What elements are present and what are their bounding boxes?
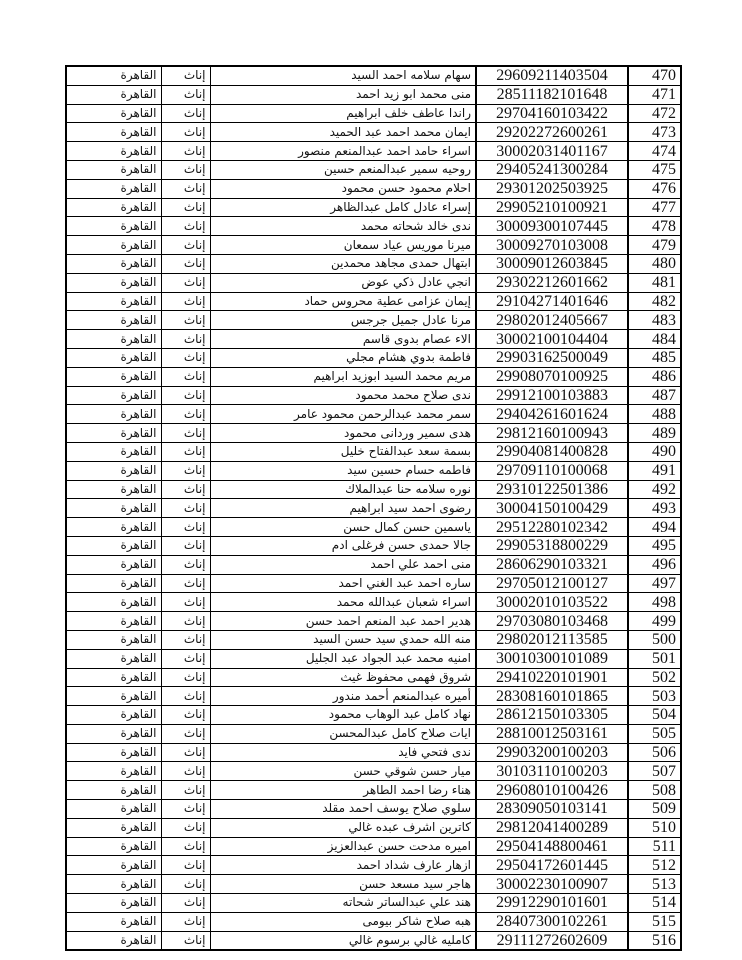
serial-number-cell: 506 [628,743,681,762]
gender-cell: إناث [161,894,210,913]
name-cell: اسراء شعبان عبدالله محمد [210,593,476,612]
serial-number-cell: 486 [628,367,681,386]
name-cell: امنيه محمد عبد الجواد عبد الجليل [210,649,476,668]
national-id-cell: 28407300102261 [476,912,628,931]
city-cell: القاهرة [66,424,161,443]
city-cell: القاهرة [66,236,161,255]
national-id-cell: 29904081400828 [476,442,628,461]
city-cell: القاهرة [66,330,161,349]
name-cell: هناء رضا احمد الطاهر [210,781,476,800]
city-cell: القاهرة [66,630,161,649]
gender-cell: إناث [161,386,210,405]
name-cell: سلوي صلاح يوسف احمد مقلد [210,800,476,819]
serial-number-cell: 477 [628,198,681,217]
national-id-cell: 29705012100127 [476,574,628,593]
city-cell: القاهرة [66,160,161,179]
gender-cell: إناث [161,724,210,743]
gender-cell: إناث [161,875,210,894]
serial-number-cell: 515 [628,912,681,931]
gender-cell: إناث [161,800,210,819]
serial-number-cell: 476 [628,179,681,198]
name-cell: هدير احمد عبد المنعم احمد حسن [210,612,476,631]
name-cell: مريم محمد السيد ابوزيد ابراهيم [210,367,476,386]
gender-cell: إناث [161,254,210,273]
table-body [66,66,681,950]
gender-cell: إناث [161,612,210,631]
gender-cell: إناث [161,743,210,762]
national-id-cell: 28810012503161 [476,724,628,743]
city-cell: القاهرة [66,837,161,856]
city-cell: القاهرة [66,706,161,725]
name-cell: اميره مدحت حسن عبدالعزيز [210,837,476,856]
national-id-cell: 30002230100907 [476,875,628,894]
city-cell: القاهرة [66,217,161,236]
serial-number-cell: 516 [628,931,681,950]
serial-number-cell: 487 [628,386,681,405]
gender-cell: إناث [161,837,210,856]
city-cell: القاهرة [66,781,161,800]
table-row [66,875,681,894]
table-row [66,367,681,386]
national-id-cell: 29812160100943 [476,424,628,443]
name-cell: احلام محمود حسن محمود [210,179,476,198]
national-id-cell: 29802012405667 [476,311,628,330]
table-row [66,912,681,931]
national-id-cell: 29609211403504 [476,66,628,85]
serial-number-cell: 481 [628,273,681,292]
serial-number-cell: 474 [628,142,681,161]
table-row [66,574,681,593]
name-cell: مرنا عادل جميل جرجس [210,311,476,330]
city-cell: القاهرة [66,894,161,913]
serial-number-cell: 483 [628,311,681,330]
table-row [66,536,681,555]
gender-cell: إناث [161,687,210,706]
national-id-cell: 28309050103141 [476,800,628,819]
table-row [66,894,681,913]
table-row [66,668,681,687]
name-cell: رضوى احمد سيد ابراهيم [210,499,476,518]
table-row [66,480,681,499]
serial-number-cell: 472 [628,104,681,123]
table-row [66,142,681,161]
serial-number-cell: 498 [628,593,681,612]
city-cell: القاهرة [66,311,161,330]
city-cell: القاهرة [66,405,161,424]
national-id-cell: 28308160101865 [476,687,628,706]
serial-number-cell: 507 [628,762,681,781]
national-id-cell: 30009012603845 [476,254,628,273]
national-id-cell: 28612150103305 [476,706,628,725]
gender-cell: إناث [161,85,210,104]
gender-cell: إناث [161,762,210,781]
serial-number-cell: 488 [628,405,681,424]
table-row [66,762,681,781]
serial-number-cell: 473 [628,123,681,142]
serial-number-cell: 502 [628,668,681,687]
name-cell: نهاد كامل عبد الوهاب محمود [210,706,476,725]
national-id-cell: 29512280102342 [476,518,628,537]
city-cell: القاهرة [66,104,161,123]
national-id-cell: 29405241300284 [476,160,628,179]
table-row [66,837,681,856]
serial-number-cell: 471 [628,85,681,104]
name-cell: ندى خالد شحاته محمد [210,217,476,236]
city-cell: القاهرة [66,198,161,217]
city-cell: القاهرة [66,818,161,837]
table-row [66,442,681,461]
gender-cell: إناث [161,574,210,593]
name-cell: جالا حمدى حسن فرغلى ادم [210,536,476,555]
national-id-cell: 30009270103008 [476,236,628,255]
national-id-cell: 29104271401646 [476,292,628,311]
serial-number-cell: 485 [628,348,681,367]
name-cell: كامليه غالي برسوم غالي [210,931,476,950]
city-cell: القاهرة [66,574,161,593]
gender-cell: إناث [161,66,210,85]
gender-cell: إناث [161,405,210,424]
national-id-cell: 30103110100203 [476,762,628,781]
serial-number-cell: 508 [628,781,681,800]
national-id-cell: 29912290101601 [476,894,628,913]
gender-cell: إناث [161,273,210,292]
serial-number-cell: 496 [628,555,681,574]
table-row [66,818,681,837]
national-id-cell: 29111272602609 [476,931,628,950]
table-row [66,724,681,743]
gender-cell: إناث [161,217,210,236]
gender-cell: إناث [161,311,210,330]
serial-number-cell: 490 [628,442,681,461]
name-cell: شروق فهمى محفوظ غيث [210,668,476,687]
table-row [66,236,681,255]
name-cell: ندى صلاح محمد محمود [210,386,476,405]
serial-number-cell: 503 [628,687,681,706]
serial-number-cell: 480 [628,254,681,273]
name-cell: ساره احمد عبد الغني احمد [210,574,476,593]
name-cell: بسمة سعد عبدالفتاح خليل [210,442,476,461]
name-cell: نوره سلامه حنا عبدالملاك [210,480,476,499]
table-row [66,198,681,217]
national-id-cell: 29905318800229 [476,536,628,555]
serial-number-cell: 495 [628,536,681,555]
city-cell: القاهرة [66,461,161,480]
table-row [66,555,681,574]
city-cell: القاهرة [66,536,161,555]
serial-number-cell: 509 [628,800,681,819]
national-id-cell: 29903200100203 [476,743,628,762]
gender-cell: إناث [161,330,210,349]
gender-cell: إناث [161,668,210,687]
national-id-cell: 29504172601445 [476,856,628,875]
table-row [66,66,681,85]
gender-cell: إناث [161,123,210,142]
city-cell: القاهرة [66,555,161,574]
table-row [66,706,681,725]
table-row [66,217,681,236]
table-row [66,386,681,405]
serial-number-cell: 489 [628,424,681,443]
national-id-cell: 29903162500049 [476,348,628,367]
name-cell: أميره عبدالمنعم أحمد مندور [210,687,476,706]
name-cell: ميرنا موريس عياد سمعان [210,236,476,255]
table-row [66,781,681,800]
national-id-cell: 30002031401167 [476,142,628,161]
table-row [66,405,681,424]
gender-cell: إناث [161,536,210,555]
name-cell: هند علي عبدالساتر شحاته [210,894,476,913]
table-row [66,461,681,480]
serial-number-cell: 491 [628,461,681,480]
national-id-cell: 29504148800461 [476,837,628,856]
city-cell: القاهرة [66,442,161,461]
gender-cell: إناث [161,461,210,480]
gender-cell: إناث [161,931,210,950]
gender-cell: إناث [161,480,210,499]
serial-number-cell: 497 [628,574,681,593]
serial-number-cell: 493 [628,499,681,518]
table-row [66,931,681,950]
serial-number-cell: 475 [628,160,681,179]
city-cell: القاهرة [66,480,161,499]
national-id-cell: 29908070100925 [476,367,628,386]
name-cell: إسراء عادل كامل عبدالظاهر [210,198,476,217]
name-cell: منه الله حمدي سيد حسن السيد [210,630,476,649]
city-cell: القاهرة [66,743,161,762]
serial-number-cell: 504 [628,706,681,725]
city-cell: القاهرة [66,386,161,405]
serial-number-cell: 514 [628,894,681,913]
serial-number-cell: 478 [628,217,681,236]
serial-number-cell: 505 [628,724,681,743]
table-row [66,160,681,179]
gender-cell: إناث [161,348,210,367]
city-cell: القاهرة [66,800,161,819]
name-cell: منى احمد علي احمد [210,555,476,574]
national-id-cell: 30009300107445 [476,217,628,236]
table-row [66,856,681,875]
gender-cell: إناث [161,856,210,875]
name-cell: ابتهال حمدى مجاهد محمدين [210,254,476,273]
gender-cell: إناث [161,424,210,443]
table-row [66,687,681,706]
serial-number-cell: 470 [628,66,681,85]
name-cell: سمر محمد عبدالرحمن محمود عامر [210,405,476,424]
national-id-cell: 28511182101648 [476,85,628,104]
city-cell: القاهرة [66,687,161,706]
serial-number-cell: 492 [628,480,681,499]
table-row [66,179,681,198]
name-cell: إيمان عزامى عطية محروس حماد [210,292,476,311]
city-cell: القاهرة [66,875,161,894]
name-cell: ميار حسن شوقي حسن [210,762,476,781]
national-id-cell: 29404261601624 [476,405,628,424]
table-row [66,424,681,443]
serial-number-cell: 512 [628,856,681,875]
national-id-cell: 29802012113585 [476,630,628,649]
name-cell: هبه صلاح شاكر بيومى [210,912,476,931]
name-cell: هاجر سيد مسعد حسن [210,875,476,894]
city-cell: القاهرة [66,518,161,537]
name-cell: منى محمد ابو زيد احمد [210,85,476,104]
table-row [66,348,681,367]
national-id-cell: 29709110100068 [476,461,628,480]
city-cell: القاهرة [66,668,161,687]
gender-cell: إناث [161,555,210,574]
city-cell: القاهرة [66,292,161,311]
gender-cell: إناث [161,630,210,649]
gender-cell: إناث [161,236,210,255]
table-row [66,518,681,537]
name-cell: اسراء حامد احمد عبدالمنعم منصور [210,142,476,161]
name-cell: كاترين اشرف عبده غالي [210,818,476,837]
name-cell: الاء عصام بدوى قاسم [210,330,476,349]
table-row [66,743,681,762]
national-id-cell: 30004150100429 [476,499,628,518]
city-cell: القاهرة [66,762,161,781]
table-row [66,85,681,104]
table-row [66,254,681,273]
table-row [66,330,681,349]
gender-cell: إناث [161,912,210,931]
table-row [66,612,681,631]
city-cell: القاهرة [66,273,161,292]
city-cell: القاهرة [66,254,161,273]
table-row [66,311,681,330]
gender-cell: إناث [161,198,210,217]
gender-cell: إناث [161,649,210,668]
serial-number-cell: 482 [628,292,681,311]
name-cell: فاطمة بدوي هشام مجلي [210,348,476,367]
gender-cell: إناث [161,142,210,161]
city-cell: القاهرة [66,499,161,518]
table-row [66,123,681,142]
city-cell: القاهرة [66,593,161,612]
serial-number-cell: 501 [628,649,681,668]
table-row [66,649,681,668]
serial-number-cell: 513 [628,875,681,894]
city-cell: القاهرة [66,856,161,875]
table-row [66,499,681,518]
city-cell: القاهرة [66,179,161,198]
serial-number-cell: 500 [628,630,681,649]
city-cell: القاهرة [66,612,161,631]
national-id-cell: 29703080103468 [476,612,628,631]
city-cell: القاهرة [66,649,161,668]
name-cell: ايمان محمد احمد عبد الحميد [210,123,476,142]
gender-cell: إناث [161,367,210,386]
national-id-cell: 29608010100426 [476,781,628,800]
serial-number-cell: 511 [628,837,681,856]
gender-cell: إناث [161,499,210,518]
national-id-cell: 29302212601662 [476,273,628,292]
city-cell: القاهرة [66,724,161,743]
national-id-cell: 30002010103522 [476,593,628,612]
national-id-cell: 29912100103883 [476,386,628,405]
gender-cell: إناث [161,442,210,461]
table-row [66,273,681,292]
name-cell: ندى فتحي فايد [210,743,476,762]
city-cell: القاهرة [66,123,161,142]
serial-number-cell: 479 [628,236,681,255]
national-id-cell: 30010300101089 [476,649,628,668]
name-cell: هدى سمير وردانى محمود [210,424,476,443]
national-id-cell: 29905210100921 [476,198,628,217]
national-id-cell: 30002100104404 [476,330,628,349]
name-cell: ياسمين حسن كمال حسن [210,518,476,537]
name-cell: روحيه سمير عبدالمنعم حسين [210,160,476,179]
serial-number-cell: 494 [628,518,681,537]
national-id-cell: 29202272600261 [476,123,628,142]
gender-cell: إناث [161,104,210,123]
table-row [66,292,681,311]
national-id-cell: 29704160103422 [476,104,628,123]
gender-cell: إناث [161,818,210,837]
name-cell: ايات صلاح كامل عبدالمحسن [210,724,476,743]
gender-cell: إناث [161,292,210,311]
table-row [66,593,681,612]
gender-cell: إناث [161,518,210,537]
name-cell: فاطمه حسام حسين سيد [210,461,476,480]
table-row [66,104,681,123]
serial-number-cell: 499 [628,612,681,631]
gender-cell: إناث [161,179,210,198]
gender-cell: إناث [161,781,210,800]
gender-cell: إناث [161,706,210,725]
city-cell: القاهرة [66,912,161,931]
gender-cell: إناث [161,160,210,179]
gender-cell: إناث [161,593,210,612]
city-cell: القاهرة [66,85,161,104]
names-table [65,65,682,951]
name-cell: راندا عاطف خلف ابراهيم [210,104,476,123]
national-id-cell: 29812041400289 [476,818,628,837]
city-cell: القاهرة [66,931,161,950]
city-cell: القاهرة [66,348,161,367]
national-id-cell: 29410220101901 [476,668,628,687]
serial-number-cell: 510 [628,818,681,837]
city-cell: القاهرة [66,367,161,386]
city-cell: القاهرة [66,66,161,85]
city-cell: القاهرة [66,142,161,161]
national-id-cell: 29310122501386 [476,480,628,499]
serial-number-cell: 484 [628,330,681,349]
national-id-cell: 29301202503925 [476,179,628,198]
table-row [66,630,681,649]
name-cell: انجي عادل ذكي عوض [210,273,476,292]
name-cell: سهام سلامه احمد السيد [210,66,476,85]
national-id-cell: 28606290103321 [476,555,628,574]
table-row [66,800,681,819]
name-cell: ازهار عارف شداد احمد [210,856,476,875]
